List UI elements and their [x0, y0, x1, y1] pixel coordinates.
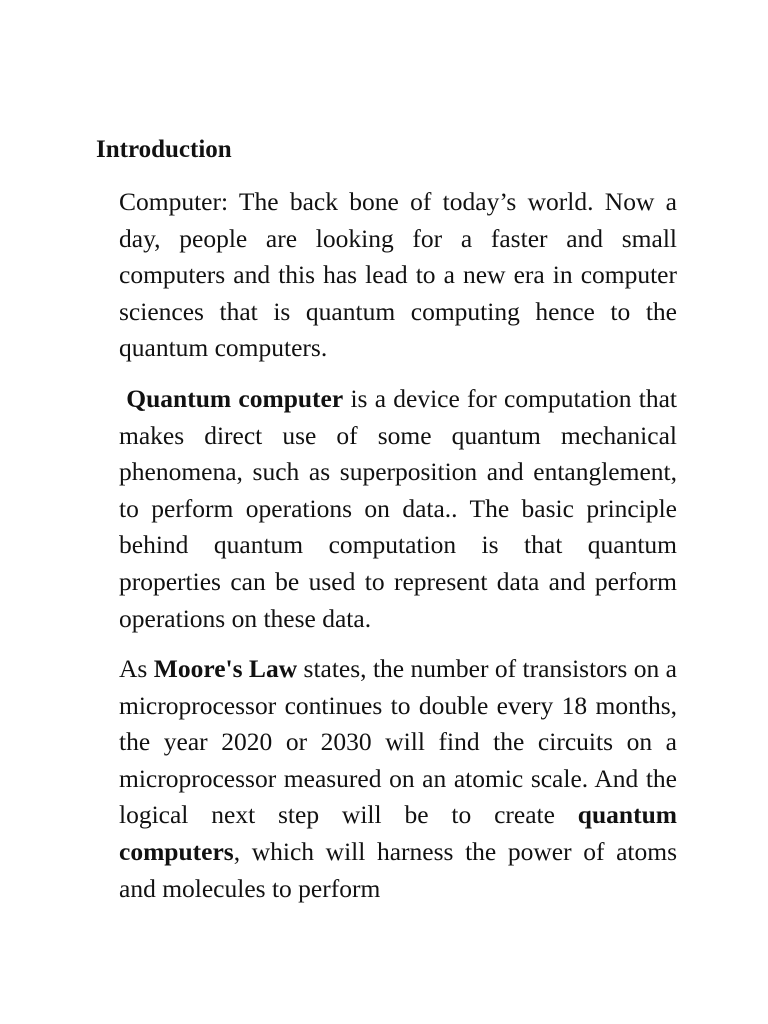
- section-heading: Introduction: [96, 136, 232, 163]
- paragraph-intro-text: Computer: The back bone of today’s world. Now a day, people are looking for a faster and small computers and this has lead to a new era in computer sciences that is quantum computing hence to the quantum computers.: [119, 187, 677, 363]
- paragraph-moores-law-post: , which will harness the power of atoms and molecules to perform: [119, 836, 677, 903]
- term-quantum-computer: Quantum computer: [126, 384, 344, 413]
- paragraph-intro: [119, 184, 677, 367]
- paragraph-quantum-computer-text: is a device for computation that makes direct use of some quantum mechanical phenomena, such as superposition and entanglement, to perform operations on data.. The basic principle behind quantum computation is that quantum properties can be used to represent data and perform operations on these data.: [119, 384, 678, 633]
- paragraph-moores-law: [119, 651, 677, 907]
- term-quantum-computers: quantum computers: [119, 800, 677, 866]
- term-moores-law: Moore's Law: [153, 654, 298, 683]
- paragraph-moores-law-pre: As: [119, 654, 154, 683]
- paragraph-quantum-computer: [119, 381, 677, 637]
- paragraph-moores-law-mid: states, the number of transistors on a microprocessor continues to double every 18 months, the year 2020 or 2030 will find the circuits on a microprocessor measured on an atomic scale. And the logical next step will be to create: [119, 654, 677, 830]
